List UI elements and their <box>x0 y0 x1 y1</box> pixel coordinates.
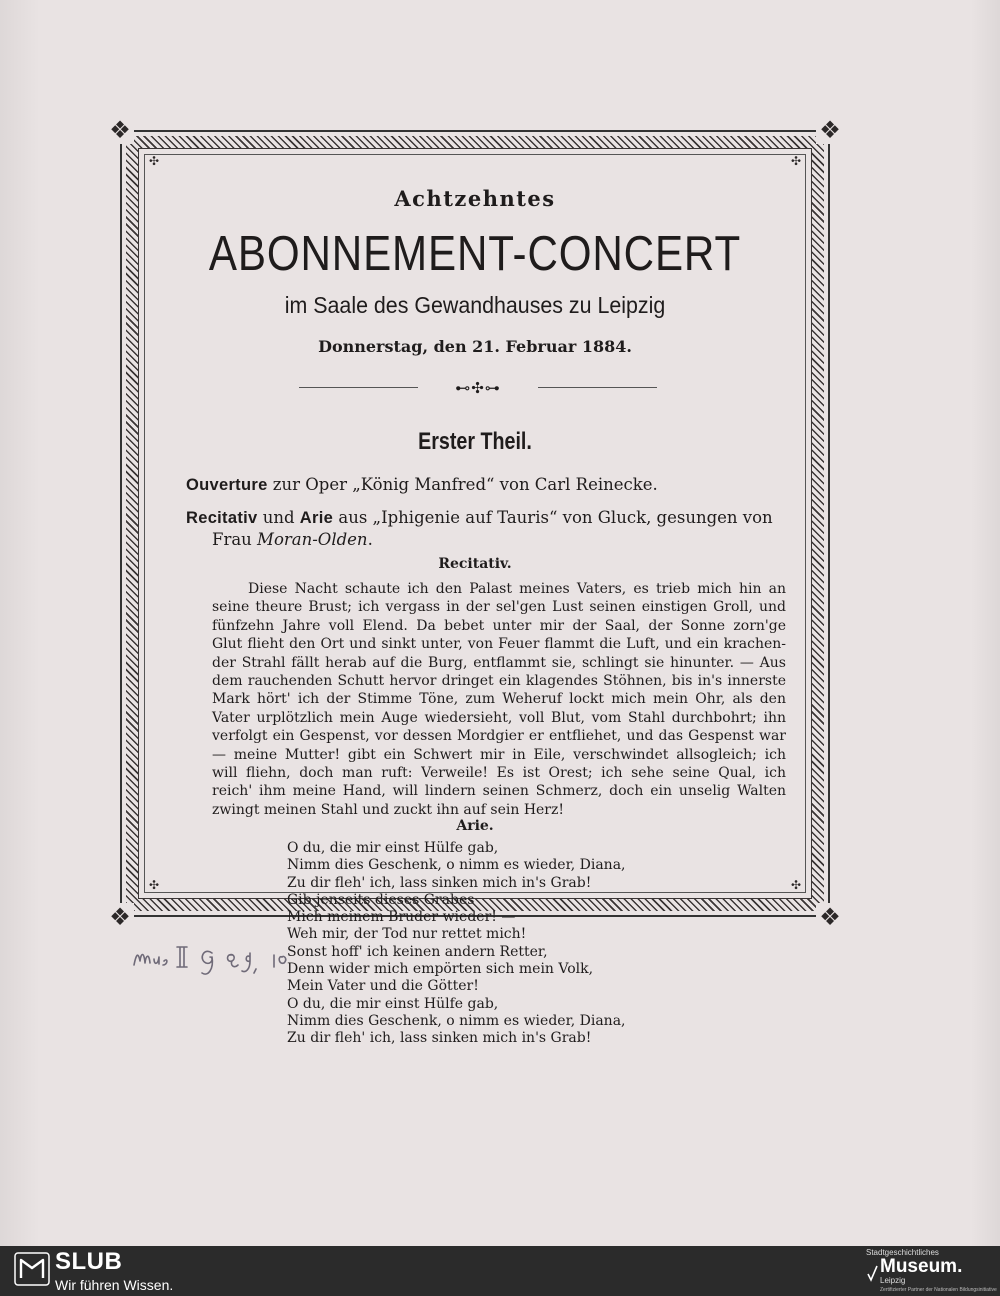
work-type: Arie <box>299 509 334 527</box>
text-line: verfolgt ein Gespenst, vor dessen Mordgier er entfliehet, und das Gespenst war <box>212 728 786 745</box>
museum-partner-note: Zertifizierter Partner der Nationalen Bildungsinitiative <box>880 1287 997 1293</box>
text-line: — meine Mutter! gibt ein Schwert mir in Eile, verschwindet allsogleich; ich <box>212 746 786 763</box>
text-line: der Strahl fällt herab auf die Burg, entflammt sie, schlingt sie hinunter. — Aus <box>212 654 786 671</box>
text-line: fünfzehn Jahre voll Elend. Da bebet unter mir der Saal, der Sonne zorn'ge <box>212 617 786 634</box>
inner-corner-ornament-icon: ✣ <box>148 878 160 892</box>
work-description: aus „Iphigenie auf Tauris“ von Gluck, gesungen von Frau <box>212 508 773 549</box>
corner-ornament-icon: ❖ <box>106 903 134 931</box>
verse-line: Weh mir, der Tod nur rettet mich! <box>287 926 527 943</box>
text-line: seine theure Brust; ich vergass in der sel'gen Lust seinen einstigen Groll, und <box>212 599 786 616</box>
punctuation: . <box>367 530 373 549</box>
page-title: ABONNEMENT-CONCERT <box>208 227 742 281</box>
verse-line: O du, die mir einst Hülfe gab, <box>287 840 499 856</box>
program-item <box>186 507 786 550</box>
inner-corner-ornament-icon: ✣ <box>148 154 160 168</box>
verse-line: O du, die mir einst Hülfe gab, <box>287 995 499 1012</box>
text-line: Diese Nacht schaute ich den Palast meines Vaters, es trieb mich hin an <box>248 581 786 597</box>
inner-corner-ornament-icon: ✣ <box>790 878 802 892</box>
corner-ornament-icon: ❖ <box>816 116 844 144</box>
verse-line: Mich meinem Bruder wieder! — <box>287 909 516 926</box>
work-description: zur Oper „König Manfred“ von Carl Reinecke. <box>267 475 658 494</box>
museum-name: Museum. <box>880 1256 963 1277</box>
handwritten-shelfmark <box>128 935 328 977</box>
concert-ordinal: Achtzehntes <box>394 186 556 211</box>
verse-line: Nimm dies Geschenk, o nimm es wieder, Diana, <box>287 857 626 874</box>
verse-line: Sonst hoff' ich keinen andern Retter, <box>287 943 548 960</box>
recitativ-text <box>212 580 786 819</box>
verse-line: Denn wider mich empörten sich mein Volk, <box>287 961 594 978</box>
verse-line: Nimm dies Geschenk, o nimm es wieder, Diana, <box>287 1012 626 1029</box>
verse-line: Gib jenseits dieses Grabes <box>287 891 475 908</box>
work-connector: und <box>257 508 300 527</box>
verse-line: Zu dir fleh' ich, lass sinken mich in's Grab! <box>287 1030 592 1047</box>
museum-line: Stadtgeschichtliches <box>866 1248 939 1257</box>
work-type: Recitativ <box>186 509 258 527</box>
museum-checkmark-icon <box>867 1262 878 1284</box>
text-line: will fliehn, doch man ruft: Verweile! Es ist Orest; ich sehe seine Qual, ich <box>212 765 786 782</box>
singer-name: Moran-Olden <box>257 530 368 549</box>
text-line: reich' ihm meine Hand, will lindern seinen Schmerz, doch ein unselig Walten <box>212 783 786 800</box>
text-line: zwingt meinen Stahl und zuckt ihn auf sein Herz! <box>212 801 565 818</box>
recitativ-heading: Recitativ. <box>438 556 512 572</box>
slub-logo-icon <box>14 1252 50 1286</box>
arie-heading: Arie. <box>456 818 494 834</box>
text-line: Glut flieht den Ort und sinkt unter, von Feuer flammt die Luft, und ein krachen- <box>212 636 786 653</box>
library-name: SLUB <box>55 1248 123 1275</box>
text-line: Mark hört' ich der Stimme Töne, zum Weheruf lockt mich mein Ohr, als den <box>212 691 786 708</box>
library-claim: Wir führen Wissen. <box>55 1277 174 1293</box>
verse-line: Zu dir fleh' ich, lass sinken mich in's Grab! <box>287 874 592 891</box>
inner-corner-ornament-icon: ✣ <box>790 154 802 168</box>
program-item <box>186 474 786 496</box>
venue-line: im Saale des Gewandhauses zu Leipzig <box>284 292 666 318</box>
text-line: dem rauchenden Schutt hervor dringet ein klagendes Stöhnen, bis in's innerste <box>212 673 786 690</box>
corner-ornament-icon: ❖ <box>816 903 844 931</box>
divider-ornament-icon: ⊷✣⊶ <box>418 378 538 398</box>
text-line: Vater urplötzlich mein Auge wiedersieht, voll Blut, vom Stahl durchbohrt; ihn <box>212 709 786 726</box>
arie-text <box>287 840 707 1048</box>
corner-ornament-icon: ❖ <box>106 116 134 144</box>
verse-line: Mein Vater und die Götter! <box>287 978 479 995</box>
concert-date: Donnerstag, den 21. Februar 1884. <box>318 337 632 356</box>
work-type: Ouverture <box>186 476 268 494</box>
section-title: Erster Theil. <box>418 428 532 455</box>
museum-city: Leipzig <box>880 1276 906 1285</box>
